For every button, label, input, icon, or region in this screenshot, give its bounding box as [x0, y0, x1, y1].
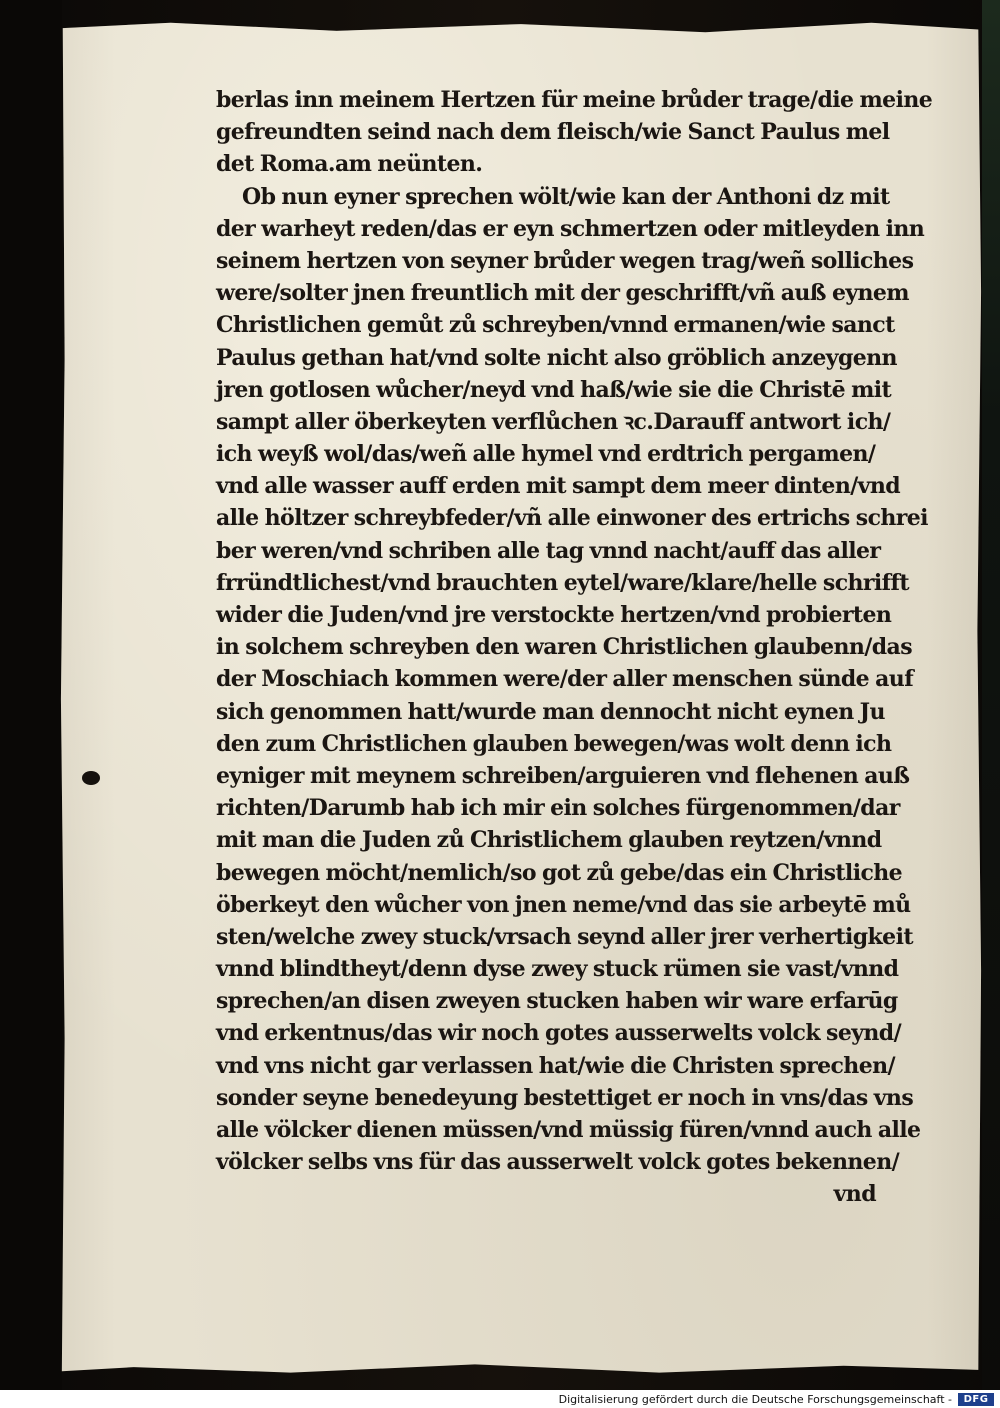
text-line: frründtlichest/vnd brauchten eytel/ware/klare/helle schrifft: [216, 569, 909, 596]
margin-ink-mark: [82, 771, 100, 785]
text-line: den zum Christlichen glauben bewegen/was wolt denn ich: [216, 730, 892, 757]
text-line: alle höltzer schreybfeder/vñ alle einwoner des ertrichs schrei: [216, 505, 928, 532]
text-line: richten/Darumb hab ich mir ein solches fürgenommen/dar: [216, 795, 900, 822]
text-line: bewegen möcht/nemlich/so got zů gebe/das ein Christliche: [216, 859, 903, 886]
text-line: der warheyt reden/das er eyn schmertzen oder mitleyden inn: [216, 215, 925, 242]
text-line: Ob nun eyner sprechen wölt/wie kan der Anthoni dz mit: [242, 183, 890, 210]
text-line: berlas inn meinem Hertzen für meine brůder trage/die meine: [216, 87, 933, 113]
text-line: sonder seyne benedeyung bestettiget er noch in vns/das vns: [216, 1084, 914, 1111]
text-line: mit man die Juden zů Christlichem glauben reytzen/vnnd: [216, 827, 882, 854]
text-line: seinem hertzen von seyner brůder wegen trag/weñ solliches: [216, 247, 914, 274]
text-line: ich weyß wol/das/weñ alle hymel vnd erdtrich pergamen/: [216, 441, 876, 468]
text-line: det Roma.am neünten.: [216, 151, 483, 178]
text-line: wider die Juden/vnd jre verstockte hertzen/vnd probierten: [216, 602, 892, 628]
dfg-logo-icon: DFG: [958, 1393, 994, 1406]
text-line: alle völcker dienen müssen/vnd müssig füren/vnnd auch alle: [216, 1117, 921, 1143]
text-line: ber weren/vnd schriben alle tag vnnd nacht/auff das aller: [216, 537, 881, 564]
text-line: vnnd blindtheyt/denn dyse zwey stuck rümen sie vast/vnnd: [216, 956, 899, 983]
text-line: were/solter jnen freuntlich mit der geschrifft/vñ auß eynem: [216, 280, 909, 307]
digitization-footer: [0, 1390, 1000, 1408]
text-line: jren gotlosen wůcher/neyd vnd haß/wie sie die Christē mit: [216, 376, 892, 403]
text-line: öberkeyt den wůcher von jnen neme/vnd das sie arbeytē mů: [216, 891, 911, 918]
text-line: vnd alle wasser auff erden mit sampt dem meer dinten/vnd: [216, 473, 901, 500]
text-line: sten/welche zwey stuck/vrsach seynd aller jrer verhertigkeit: [216, 923, 913, 950]
text-line: Christlichen gemůt zů schreyben/vnnd ermanen/wie sanct: [216, 312, 895, 339]
text-line: sampt aller öberkeyten verflůchen ꝛc.Darauff antwort ich/: [216, 408, 891, 435]
scan-left-edge: [0, 0, 62, 1390]
scan-right-edge: [982, 0, 1000, 1390]
text-line: vnd erkentnus/das wir noch gotes ausserwelts volck seynd/: [216, 1020, 902, 1047]
text-line: völcker selbs vns für das ausserwelt volck gotes bekennen/: [216, 1149, 900, 1176]
text-line: sich genommen hatt/wurde man dennocht nicht eynen Ju: [216, 698, 885, 725]
text-line: in solchem schreyben den waren Christlichen glaubenn/das: [216, 634, 912, 661]
text-line: sprechen/an disen zweyen stucken haben wir ware erfarūg: [216, 988, 898, 1015]
text-line: Paulus gethan hat/vnd solte nicht also gröblich anzeygenn: [216, 344, 897, 371]
text-line: gefreundten seind nach dem fleisch/wie Sanct Paulus mel: [216, 119, 890, 146]
funding-credit: Digitalisierung gefördert durch die Deutsche Forschungsgemeinschaft -: [558, 1393, 952, 1406]
catchword: vnd: [833, 1181, 876, 1208]
text-line: vnd vns nicht gar verlassen hat/wie die Christen sprechen/: [216, 1052, 895, 1079]
blackletter-text-block: [216, 84, 933, 1211]
text-line: der Moschiach kommen were/der aller menschen sünde auf: [216, 666, 914, 693]
text-line: eyniger mit meynem schreiben/arguieren vnd flehenen auß: [216, 762, 910, 789]
